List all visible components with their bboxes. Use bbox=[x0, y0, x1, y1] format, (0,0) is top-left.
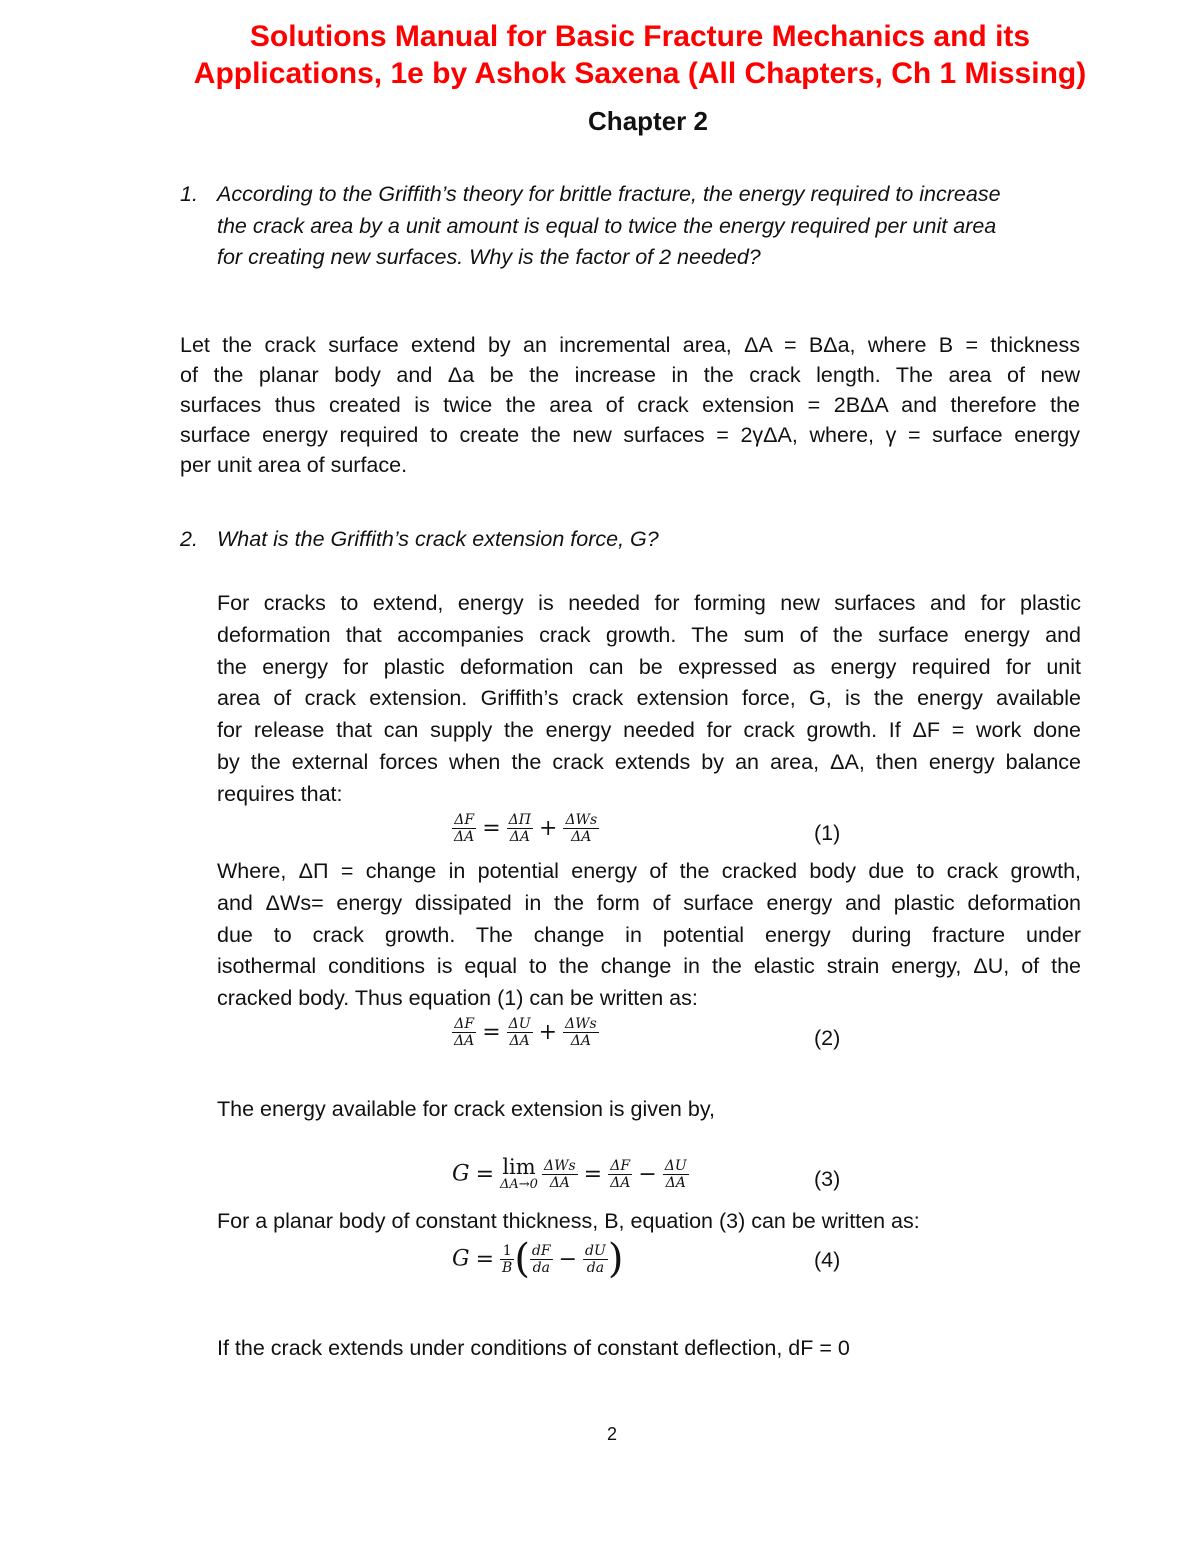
denominator: ΔA bbox=[454, 829, 475, 845]
fraction bbox=[507, 1016, 533, 1049]
page-number: 2 bbox=[606, 1424, 617, 1444]
question-2-number: 2. bbox=[180, 527, 198, 551]
answer-1-line: per unit area of surface. bbox=[180, 453, 408, 477]
title-line-2: Applications, 1e by Ashok Saxena (All Chapters, Ch 1 Missing) bbox=[193, 57, 1087, 90]
fraction bbox=[563, 1016, 599, 1049]
answer-2-line: due to crack growth. The change in potential energy during fracture under bbox=[217, 922, 1081, 947]
limit bbox=[500, 1156, 538, 1192]
answer-2-line: by the external forces when the crack extends by an area, ΔA, then energy balance bbox=[217, 749, 1081, 774]
fraction bbox=[542, 1158, 578, 1191]
question-1-text bbox=[217, 179, 1081, 274]
answer-2-paragraph-5: If the crack extends under conditions of constant deflection, dF = 0 bbox=[217, 1336, 850, 1360]
answer-2-line: Where, ΔΠ = change in potential energy of the cracked body due to crack growth, bbox=[217, 859, 1081, 883]
answer-2-line: isothermal conditions is equal to the change in the elastic strain energy, ΔU, of the bbox=[217, 954, 1081, 979]
numerator: 1 bbox=[500, 1243, 514, 1260]
denominator: ΔA bbox=[509, 1033, 530, 1049]
answer-2-paragraph-3: The energy available for crack extension is given by, bbox=[217, 1097, 715, 1121]
numerator: ΔWs bbox=[565, 812, 598, 828]
numerator: ΔF bbox=[452, 1016, 476, 1033]
fraction bbox=[500, 1243, 514, 1276]
denominator: ΔA bbox=[571, 829, 592, 845]
answer-1 bbox=[180, 330, 1080, 480]
numerator: ΔWs bbox=[543, 1157, 576, 1174]
limit-operator: lim bbox=[502, 1155, 536, 1179]
fraction bbox=[563, 812, 599, 845]
title-line-1: Solutions Manual for Basic Fracture Mechanics and its bbox=[249, 20, 1031, 53]
fraction bbox=[663, 1158, 689, 1191]
answer-2-line: requires that: bbox=[217, 781, 343, 806]
answer-1-line: surfaces thus created is twice the area of crack extension = 2BΔA and therefore the bbox=[180, 393, 1080, 417]
question-1-number: 1. bbox=[180, 182, 198, 206]
answer-2-paragraph-4: For a planar body of constant thickness, B, equation (3) can be written as: bbox=[217, 1209, 920, 1233]
answer-2-paragraph-1 bbox=[217, 588, 1081, 811]
fraction bbox=[530, 1243, 553, 1276]
answer-2-line: area of crack extension. Griffith’s crack extension force, G, is the energy available bbox=[217, 686, 1081, 711]
equation-2: $\frac{\Delta F}{\Delta A}$ = $\frac{\Delta U}{\Delta A}$ + $\frac{\text{ΔWs}}{\Delta A}$ bbox=[454, 1016, 597, 1049]
denominator: ΔA bbox=[454, 1033, 475, 1049]
numerator: dF bbox=[531, 1242, 551, 1259]
question-1-line: According to the Griffith’s theory for brittle fracture, the energy required to increase bbox=[217, 182, 1001, 206]
denominator: ΔA bbox=[665, 1174, 686, 1191]
answer-1-line: Let the crack surface extend by an incremental area, ΔA = BΔa, where B = thickness bbox=[180, 333, 1080, 357]
equation-3: G = lim ΔA→0 $\frac{\text{ΔWs}}{\Delta A}$ = $\frac{\Delta F}{\Delta A}$ − $\frac{\Delta U}{\Delta A}$ bbox=[452, 1155, 687, 1192]
answer-2-line: cracked body. Thus equation (1) can be written as: bbox=[217, 986, 698, 1011]
fraction bbox=[608, 1158, 632, 1191]
equation-1: $\frac{\Delta F}{\Delta A}$ = $\frac{\Delta\Pi}{\Delta A}$ + $\frac{\text{ΔWs}}{\Delta A}$ bbox=[454, 812, 598, 845]
denominator: ΔA bbox=[549, 1174, 570, 1191]
fraction bbox=[583, 1243, 608, 1276]
fraction bbox=[452, 812, 476, 845]
denominator: ΔA bbox=[610, 1174, 631, 1191]
g-symbol: G bbox=[452, 1161, 470, 1187]
question-1-line: the crack area by a unit amount is equal to twice the energy required per unit area bbox=[217, 213, 997, 238]
answer-1-line: of the planar body and Δa be the increase in the crack length. The area of new bbox=[180, 363, 1080, 387]
equation-4: G = $\frac{1}{B}$ ( $\frac{dF}{da}$ − $\frac{dU}{da}$ ) bbox=[452, 1236, 624, 1282]
numerator: ΔF bbox=[452, 812, 476, 829]
answer-2-line: for release that can supply the energy needed for crack growth. If ΔF = work done bbox=[217, 718, 1081, 743]
denominator: ΔA bbox=[509, 829, 530, 845]
g-symbol: G bbox=[452, 1246, 470, 1272]
chapter-heading: Chapter 2 bbox=[588, 106, 708, 136]
numerator: ΔU bbox=[664, 1157, 687, 1174]
equation-2-label: (2) bbox=[814, 1026, 841, 1050]
answer-2-line: and ΔWs= energy dissipated in the form of surface energy and plastic deformation bbox=[217, 890, 1081, 915]
limit-subscript: ΔA→0 bbox=[500, 1177, 538, 1192]
question-2-text: What is the Griffith’s crack extension force, G? bbox=[217, 527, 659, 551]
denominator: B bbox=[502, 1259, 513, 1276]
equation-1-label: (1) bbox=[814, 821, 841, 845]
answer-2-line: For cracks to extend, energy is needed for forming new surfaces and for plastic bbox=[217, 591, 1081, 615]
answer-1-line: surface energy required to create the new surfaces = 2γΔA, where, γ = surface energy bbox=[180, 423, 1080, 447]
denominator: da bbox=[532, 1259, 550, 1276]
numerator: ΔWs bbox=[565, 1016, 597, 1032]
right-paren: ) bbox=[607, 1236, 624, 1282]
numerator: ΔU bbox=[508, 1016, 531, 1032]
denominator: da bbox=[586, 1259, 605, 1276]
numerator: dU bbox=[585, 1242, 606, 1259]
equation-4-label: (4) bbox=[814, 1248, 841, 1272]
numerator: ΔΠ bbox=[508, 812, 531, 828]
answer-2-line: deformation that accompanies crack growth. The sum of the surface energy and bbox=[217, 622, 1081, 647]
fraction bbox=[452, 1016, 476, 1049]
denominator: ΔA bbox=[570, 1033, 591, 1049]
question-1-line: for creating new surfaces. Why is the factor of 2 needed? bbox=[217, 245, 761, 269]
fraction bbox=[507, 812, 533, 845]
numerator: ΔF bbox=[608, 1158, 632, 1175]
equation-3-label: (3) bbox=[814, 1167, 841, 1191]
answer-2-paragraph-2 bbox=[217, 856, 1081, 1015]
answer-2-line: the energy for plastic deformation can be expressed as energy required for unit bbox=[217, 654, 1081, 679]
left-paren: ( bbox=[514, 1236, 530, 1282]
